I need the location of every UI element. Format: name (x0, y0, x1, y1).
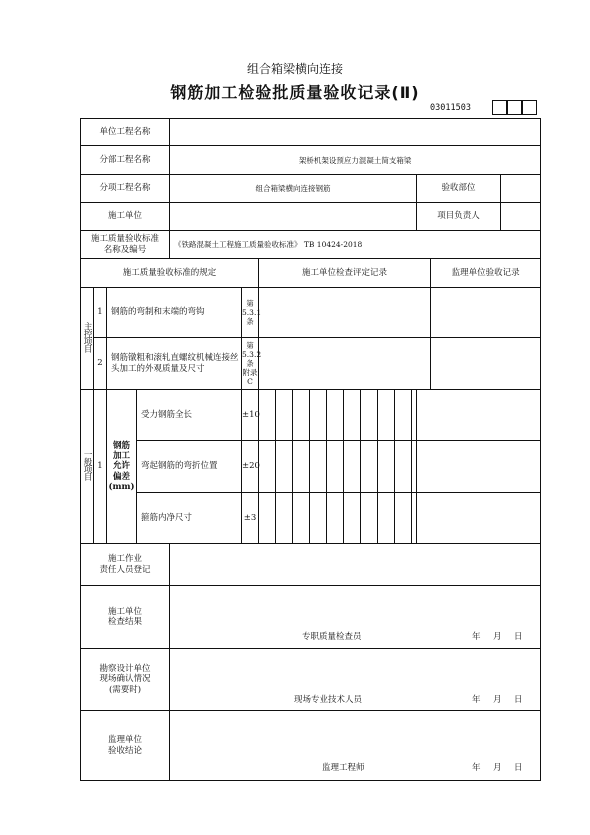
unit-project-label: 单位工程名称 (81, 119, 170, 146)
general-item-tolerance: ±3 (242, 493, 259, 544)
column-header-spec: 施工质量验收标准的规定 (81, 259, 259, 288)
measure-cell[interactable] (378, 441, 395, 493)
measure-cell[interactable] (259, 441, 276, 493)
measure-cell[interactable] (293, 493, 310, 544)
general-item-name: 弯起钢筋的弯折位置 (137, 441, 242, 493)
general-item-supervise[interactable] (417, 441, 541, 493)
code-box-3[interactable] (522, 100, 537, 115)
operator-value[interactable] (170, 544, 541, 586)
general-item-tolerance: ±10 (242, 390, 259, 441)
date-year-label: 年 (472, 695, 481, 705)
inspect-label-line2: 检查结果 (108, 617, 143, 627)
inspect-result-label (81, 586, 170, 649)
general-item-tolerance: ±20 (242, 441, 259, 493)
date-year-label: 年 (472, 763, 481, 773)
division-value[interactable]: 架桥机架设预应力混凝土简支箱梁 (170, 146, 541, 175)
design-label-line2: 现场确认情况 (99, 674, 151, 685)
division-label: 分部工程名称 (81, 146, 170, 175)
design-confirm-label (81, 649, 170, 711)
subdivision-label: 分项工程名称 (81, 175, 170, 203)
standard-label-line2: 名称及编号 (103, 244, 147, 255)
measure-cell[interactable] (327, 441, 344, 493)
general-item-name: 受力钢筋全长 (137, 390, 242, 441)
main-item-clause-line2: 附录C (242, 368, 258, 386)
inspection-form-table (80, 118, 541, 781)
main-item-supervise[interactable] (431, 288, 541, 338)
operator-label-line1: 施工作业 (108, 554, 143, 565)
column-header-check: 施工单位检查评定记录 (259, 259, 431, 288)
measure-cell[interactable] (344, 441, 361, 493)
measure-cell[interactable] (395, 441, 412, 493)
measure-cell[interactable] (378, 390, 395, 441)
main-items-group-label: 主控项目 (82, 321, 93, 352)
inspect-result-value[interactable] (170, 586, 541, 649)
general-items-group (81, 390, 94, 544)
main-item-check[interactable] (259, 288, 431, 338)
acceptance-part-label: 验收部位 (417, 175, 501, 203)
supervise-conclusion-label (81, 711, 170, 781)
measure-cell[interactable] (310, 390, 327, 441)
measure-cell[interactable] (276, 441, 293, 493)
supervise-label-line2: 验收结论 (108, 745, 143, 756)
main-item-no: 1 (94, 288, 107, 338)
general-item-name: 箍筋内净尺寸 (137, 493, 242, 544)
general-item-category (107, 390, 137, 544)
measure-cell[interactable] (395, 390, 412, 441)
general-item-supervise[interactable] (417, 390, 541, 441)
operator-label-line2: 责任人员登记 (99, 564, 151, 575)
standard-label-line1: 施工质量验收标准 (91, 234, 160, 245)
project-lead-value[interactable] (501, 203, 541, 231)
supervise-conclusion-value[interactable] (170, 711, 541, 781)
measure-cell[interactable] (395, 493, 412, 544)
design-confirm-value[interactable] (170, 649, 541, 711)
measure-cell[interactable] (361, 441, 378, 493)
measure-cell[interactable] (327, 493, 344, 544)
column-header-supervise: 监理单位验收记录 (431, 259, 541, 288)
standard-label (81, 231, 170, 259)
date-day-label: 日 (514, 632, 523, 642)
technician-signature-label: 现场专业技术人员 (294, 695, 363, 705)
form-code: 03011503 (430, 103, 471, 113)
measure-cell[interactable] (310, 441, 327, 493)
form-subtitle: 组合箱梁横向连接 (246, 62, 343, 76)
supervise-label-line1: 监理单位 (108, 735, 143, 746)
measure-cell[interactable] (344, 493, 361, 544)
design-label-line1: 勘察设计单位 (99, 664, 151, 675)
measure-cell[interactable] (344, 390, 361, 441)
inspector-signature-label: 专职质量检查员 (302, 632, 362, 642)
acceptance-part-value[interactable] (501, 175, 541, 203)
date-year-label: 年 (472, 632, 481, 642)
subdivision-value[interactable]: 组合箱梁横向连接钢筋 (170, 175, 417, 203)
measure-cell[interactable] (293, 441, 310, 493)
measure-cell[interactable] (361, 493, 378, 544)
code-box-2[interactable] (507, 100, 522, 115)
construction-unit-label: 施工单位 (81, 203, 170, 231)
category-line3: 允许 (112, 461, 130, 472)
category-line2: 加工 (112, 451, 130, 462)
form-title: 钢筋加工检验批质量验收记录(Ⅱ) (170, 83, 420, 102)
measure-cell[interactable] (259, 390, 276, 441)
date-day-label: 日 (514, 695, 523, 705)
code-box-1[interactable] (492, 100, 507, 115)
operator-label (81, 544, 170, 586)
main-item-name: 钢筋镦粗和滚轧直螺纹机械连接丝头加工的外观质量及尺寸 (107, 338, 242, 390)
main-item-clause: 第5.3.1条 (242, 288, 259, 338)
date-month-label: 月 (493, 763, 502, 773)
main-item-name: 钢筋的弯制和末端的弯钩 (107, 288, 242, 338)
supervisor-signature-label: 监理工程师 (322, 763, 365, 773)
main-item-supervise[interactable] (431, 338, 541, 390)
project-lead-label: 项目负责人 (417, 203, 501, 231)
general-items-group-label: 一般项目 (82, 449, 93, 480)
general-item-no: 1 (94, 390, 107, 544)
general-item-supervise[interactable] (417, 493, 541, 544)
inspect-label-line1: 施工单位 (108, 606, 143, 617)
main-items-group (81, 288, 94, 390)
main-item-check[interactable] (259, 338, 431, 390)
measure-cell[interactable] (259, 493, 276, 544)
measure-cell[interactable] (327, 390, 344, 441)
main-item-clause-line1: 第5.3.2条 (242, 341, 262, 368)
measure-cell[interactable] (378, 493, 395, 544)
category-line5: (mm) (108, 481, 135, 492)
unit-project-value[interactable] (170, 119, 541, 146)
measure-cell[interactable] (276, 390, 293, 441)
date-month-label: 月 (493, 632, 502, 642)
category-line4: 偏差 (112, 471, 130, 482)
date-month-label: 月 (493, 695, 502, 705)
construction-unit-value[interactable] (170, 203, 417, 231)
design-label-line3: (需要时) (108, 684, 142, 695)
measure-cell[interactable] (310, 493, 327, 544)
standard-value[interactable]: 《铁路混凝土工程施工质量验收标准》 TB 10424-2018 (170, 231, 541, 259)
measure-cell[interactable] (293, 390, 310, 441)
measure-cell[interactable] (361, 390, 378, 441)
measure-cell[interactable] (276, 493, 293, 544)
date-day-label: 日 (514, 763, 523, 773)
category-line1: 钢筋 (112, 441, 130, 452)
main-item-no: 2 (94, 338, 107, 390)
main-item-clause (242, 338, 262, 390)
